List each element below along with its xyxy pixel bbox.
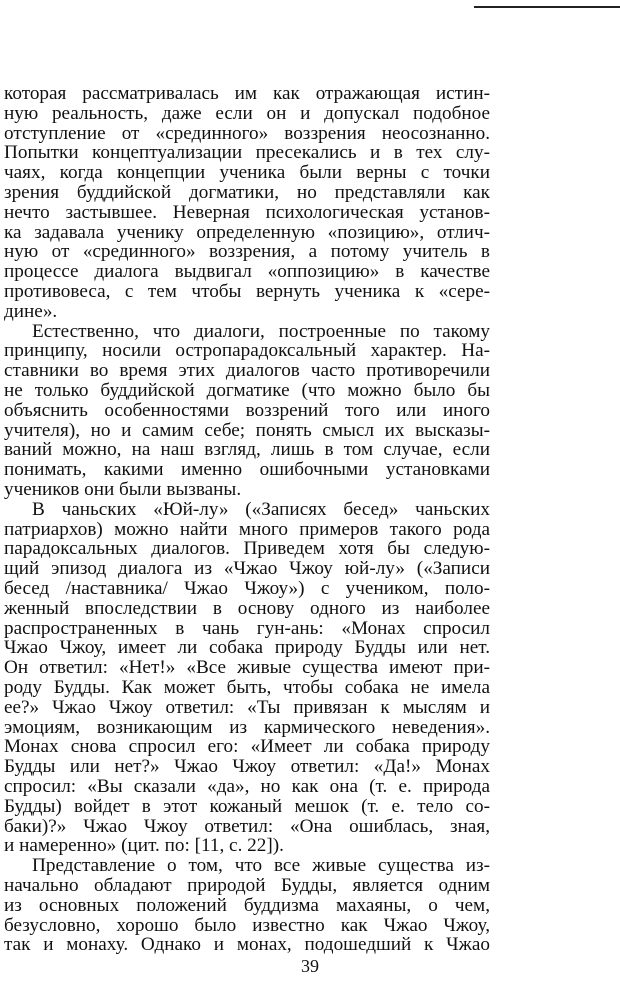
text-line: дине». (4, 300, 58, 322)
text-line: так и монаху. Однако и монах, подошедший к Чжао (4, 934, 490, 956)
text-line: Будды) войдет в этот кожаный мешок (т. е. тело со- (4, 795, 490, 817)
text-line: ее?» Чжао Чжоу ответил: «Ты привязан к мыслям и (4, 696, 490, 718)
text-line: объяснить особенностями воззрений того или иного (4, 399, 490, 421)
text-line: Чжао Чжоу, имеет ли собака природу Будды или нет. (4, 637, 490, 659)
text-line: женный впоследствии в основу одного из наиболее (4, 597, 490, 619)
text-line: спросил: «Вы сказали «да», но как она (т. е. природа (4, 776, 490, 797)
text-line: которая рассматривалась им как отражающая истин- (4, 83, 490, 104)
text-line: учителя), но и самим себе; понять смысл их высказы- (4, 419, 490, 441)
text-line: ную реальность, даже если он и допускал подобное (4, 102, 490, 124)
text-line: баки)?» Чжао Чжоу ответил: «Она ошиблась, зная, (4, 815, 490, 837)
text-line: В чаньских «Юй-лу» («Записях бесед» чаньских (32, 498, 490, 520)
text-line: не только буддийской догматике (что можно было бы (4, 380, 490, 401)
text-line: противовеса, с тем чтобы вернуть ученика к «сере- (4, 281, 490, 302)
text-line: бесед /наставника/ Чжао Чжоу») с учеником, поло- (4, 578, 490, 599)
text-line: Попытки концептуализации пресекались и в тех слу- (4, 142, 490, 164)
top-rule (474, 6, 620, 8)
text-line: Монах снова спросил его: «Имеет ли собака природу (4, 736, 490, 758)
page-number: 39 (301, 956, 319, 976)
text-line: зрения буддийской догматики, но представляли как (4, 182, 490, 203)
text-line: учеников они были вызваны. (4, 479, 242, 500)
text-line: ставники во время этих диалогов часто противоречили (4, 360, 490, 382)
text-line: отступление от «срединного» воззрения неосознанно. (4, 122, 490, 144)
text-line: из основных положений буддизма махаяны, о чем, (4, 894, 490, 916)
text-line: нечто застывшее. Неверная психологическая установ- (4, 201, 490, 223)
text-line: парадоксальных диалогов. Приведем хотя бы следую- (4, 538, 490, 560)
text-line: процессе диалога выдвигал «оппозицию» в качестве (4, 261, 490, 283)
text-line: роду Будды. Как может быть, чтобы собака не имела (4, 677, 490, 698)
text-line: чаях, когда концепции ученика были верны с точки (4, 162, 490, 184)
text-line: эмоциям, возникающим из кармического неведения». (4, 716, 490, 738)
text-line: безусловно, хорошо было известно как Чжао Чжоу, (4, 914, 490, 936)
text-line: щий эпизод диалога из «Чжао Чжоу юй-лу» («Записи (4, 558, 490, 580)
text-line: распространенных в чань гун-ань: «Монах спросил (4, 617, 490, 639)
text-line: Естественно, что диалоги, построенные по такому (32, 320, 490, 342)
text-line: Будды или нет?» Чжао Чжоу ответил: «Да!» Монах (4, 756, 490, 778)
text-line: начально обладают природой Будды, является одним (4, 875, 490, 896)
text-line: принципу, носили остропарадоксальный характер. На- (4, 340, 490, 362)
text-line: патриархов) можно найти много примеров такого рода (4, 518, 490, 540)
text-line: ваний можно, на наш взгляд, лишь в том случае, если (4, 439, 490, 461)
text-line: ную от «срединного» воззрения, а потому учитель в (4, 241, 490, 263)
text-line: понимать, какими именно ошибочными установками (4, 459, 490, 481)
text-line: ка задавала ученику определенную «позицию», отлич- (4, 221, 490, 243)
text-line: и намеренно» (цит. по: [11, с. 22]). (4, 835, 284, 857)
text-line: Он ответил: «Нет!» «Все живые существа имеют при- (4, 657, 490, 679)
text-line: Представление о том, что все живые существа из- (32, 855, 490, 877)
